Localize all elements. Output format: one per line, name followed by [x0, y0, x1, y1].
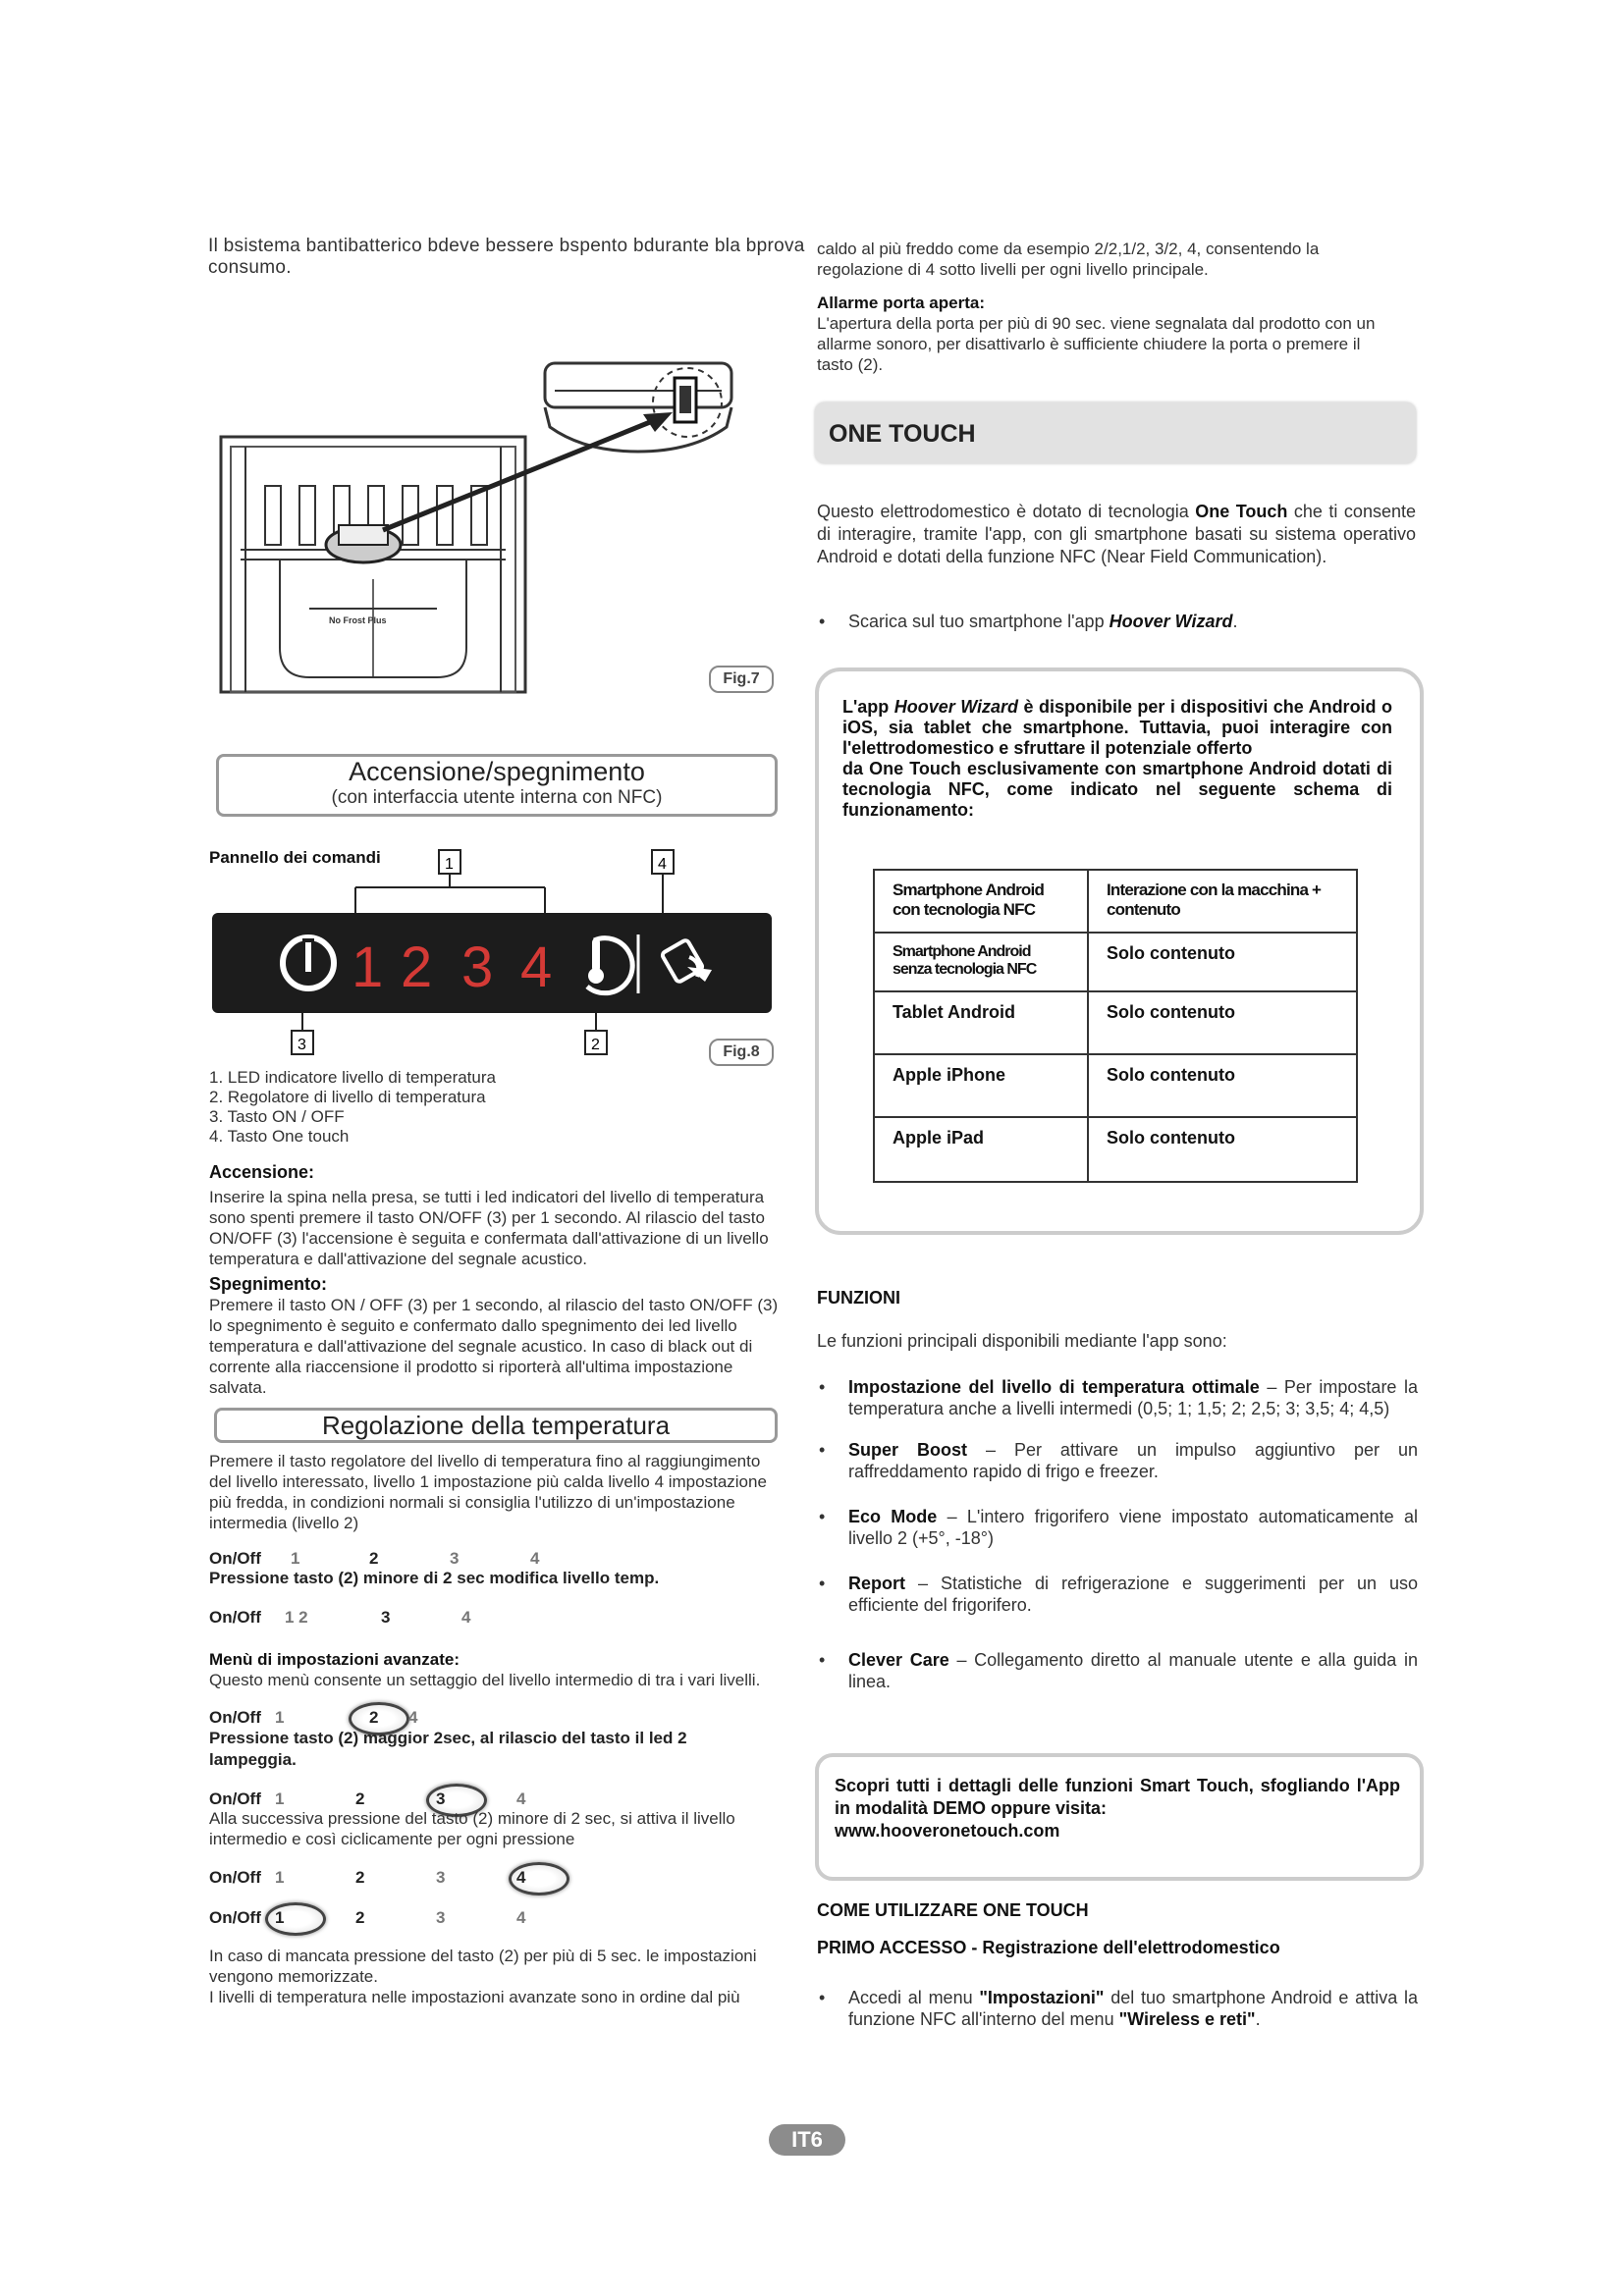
level-4: 4 — [461, 1608, 471, 1627]
level-1: 1 — [275, 1708, 285, 1727]
one-touch-title: ONE TOUCH — [829, 420, 976, 448]
legend-item: 4. Tasto One touch — [209, 1127, 350, 1146]
table-cell: Solo contenuto — [1088, 933, 1357, 991]
level-3: 3 — [450, 1549, 460, 1568]
download-app-item — [817, 611, 1416, 632]
app-name: Hoover Wizard — [1109, 612, 1233, 631]
smart-touch-text — [835, 1775, 1400, 1842]
menu-text: Questo menù consente un settaggio del livello intermedio di tra i vari livelli. — [209, 1671, 761, 1689]
note-4: Alla successiva pressione del tasto (2) minore di 2 sec, si attiva il livello intermedio e così ciclicamente per ogni pressione — [209, 1809, 735, 1848]
level-2: 2 — [355, 1868, 365, 1887]
spegnimento-section — [209, 1274, 785, 1398]
accensione-section — [209, 1162, 785, 1269]
one-touch-banner — [815, 402, 1416, 463]
function-desc: – Per impostare la temperatura anche a livelli intermedi (0,5; 1; 1,5; 2; 2,5; 3; 3,5; 4; 4,5) — [848, 1377, 1418, 1418]
app-info-text — [842, 697, 1392, 821]
fig8-label: Fig.8 — [709, 1039, 774, 1066]
intro-left-line2: consumo. — [208, 257, 292, 278]
level-3-blinking: 3 — [436, 1789, 446, 1808]
callout-1: 1 — [445, 856, 454, 873]
one-touch-intro-c: che ti consente di interagire, tramite l'app, con gli smartphone basati su sistema operativo Android e dotati della funzione NFC (Near Field Communication). — [817, 502, 1416, 566]
note-1: Pressione tasto (2) minore di 2 sec modifica livello temp. — [209, 1569, 660, 1587]
come-subtitle: PRIMO ACCESSO - Registrazione dell'elettrodomestico — [817, 1938, 1280, 1957]
onoff-label: On/Off — [209, 1789, 261, 1808]
regolazione-banner — [214, 1408, 778, 1443]
table-cell: Solo contenuto — [1088, 1054, 1357, 1117]
fig7-illustration — [211, 353, 781, 697]
funzioni-title: FUNZIONI — [817, 1288, 900, 1308]
device-table — [873, 869, 1358, 1183]
function-name: Report — [848, 1574, 905, 1593]
function-desc: – L'intero frigorifero viene impostato automaticamente al livello 2 (+5°, -18°) — [848, 1507, 1418, 1548]
accensione-title: Accensione: — [209, 1162, 315, 1182]
panel-label: Pannello dei comandi — [209, 848, 381, 867]
level-1: 1 — [275, 1868, 285, 1887]
spegnimento-text: Premere il tasto ON / OFF (3) per 1 secondo, al rilascio del tasto ON/OFF (3) lo spegnimento è seguito e confermato dallo spegnimento dei led livello temperatura e dall'attivazione del segnale acustico. In caso di black out di corrente alla riaccensione il prodotto si riporterà all'ultima impostazione salvata. — [209, 1296, 779, 1397]
level-4: 4 — [530, 1549, 540, 1568]
one-touch-bullets — [817, 611, 1416, 632]
table-cell: Interazione con la macchina + contenuto — [1088, 870, 1357, 933]
led-digit-2: 2 — [401, 935, 433, 999]
level-3: 3 — [436, 1908, 446, 1927]
legend-item: 2. Regolatore di livello di temperatura — [209, 1088, 486, 1106]
table-cell: Smartphone Android con tecnologia NFC — [874, 870, 1088, 933]
led-digit-3: 3 — [461, 935, 494, 999]
level-3: 3 — [381, 1608, 391, 1627]
app-info-c: è disponibile per i dispositivi che Android o iOS, sia tablet che smartphone. Tuttavia, puoi interagire con l'elettrodomestico e sfruttare il potenziale offerto — [842, 697, 1392, 758]
table-row — [874, 870, 1357, 933]
come-c: del tuo smartphone Android e attiva la funzione NFC all'interno del menu — [848, 1988, 1418, 2029]
download-text: Scarica sul tuo smartphone l'app — [848, 612, 1110, 631]
control-panel-figure — [206, 844, 785, 1070]
legend-item: 1. LED indicatore livello di temperatura — [209, 1068, 496, 1087]
list-item — [817, 1376, 1418, 1419]
level-4: 4 — [516, 1789, 526, 1808]
table-cell: Tablet Android — [874, 991, 1088, 1054]
come-d: "Wireless e reti" — [1118, 2009, 1256, 2029]
led-digit-1: 1 — [352, 935, 384, 999]
table-cell: Smartphone Android senza tecnologia NFC — [874, 933, 1088, 991]
function-desc: – Per attivare un impulso aggiuntivo per un raffreddamento rapido di frigo e freezer. — [848, 1440, 1418, 1481]
page-number: IT6 — [769, 2124, 845, 2156]
level-4: 4 — [408, 1708, 418, 1727]
smart-touch-desc: Scopri tutti i dettagli delle funzioni Smart Touch, sfogliando l'App in modalità DEMO oppure visita: — [835, 1776, 1400, 1818]
function-desc: – Collegamento diretto al manuale utente e alla guida in linea. — [848, 1650, 1418, 1691]
list-item — [817, 1506, 1418, 1549]
come-e: . — [1255, 2009, 1261, 2029]
panel-legend — [209, 1068, 496, 1147]
alarm-text: L'apertura della porta per più di 90 sec. viene segnalata dal prodotto con un allarme sonoro, per disattivarlo è sufficiente chiudere la porta o premere il tasto (2). — [817, 314, 1376, 374]
table-row — [874, 991, 1357, 1054]
intro-right-line1: caldo al più freddo come da esempio 2/2,1/2, 3/2, 4, consentendo la — [817, 240, 1320, 258]
table-cell: Apple iPad — [874, 1117, 1088, 1182]
level-4-blinking: 4 — [516, 1868, 526, 1887]
regolazione-banner-title: Regolazione della temperatura — [321, 1411, 671, 1440]
level-2: 2 — [369, 1549, 379, 1568]
function-desc: – Statistiche di refrigerazione e suggerimenti per un uso efficiente del frigorifero. — [848, 1574, 1418, 1615]
end-note-2: I livelli di temperatura nelle impostazioni avanzate sono in ordine dal più — [209, 1988, 740, 2006]
callout-4: 4 — [658, 856, 667, 873]
intro-right-line2: regolazione di 4 sotto livelli per ogni livello principale. — [817, 260, 1209, 279]
app-info-italic: Hoover Wizard — [893, 697, 1019, 717]
regolazione-text: Premere il tasto regolatore del livello di temperatura fino al raggiungimento del livello interessato, livello 1 impostazione più calda livello 4 impostazione più fredda, in condizioni normali si consiglia l'utilizzo di un'impostazione intermedia (livello 2) — [209, 1452, 767, 1532]
spegnimento-title: Spegnimento: — [209, 1274, 327, 1294]
alarm-title: Allarme porta aperta: — [817, 294, 985, 312]
onoff-label: On/Off — [209, 1549, 261, 1568]
come-title: COME UTILIZZARE ONE TOUCH — [817, 1900, 1089, 1920]
list-item — [817, 1987, 1418, 2030]
list-item — [817, 1649, 1418, 1692]
alarm-section — [817, 293, 1386, 375]
level-3: 3 — [436, 1868, 446, 1887]
level-1: 1 — [291, 1549, 300, 1568]
function-name: Impostazione del livello di temperatura ottimale — [848, 1377, 1260, 1397]
fig7-plate-label: No Frost Plus — [329, 615, 387, 625]
led-digit-4: 4 — [520, 935, 553, 999]
fig7-label: Fig.7 — [709, 666, 774, 693]
come-a: Accedi al menu — [848, 1988, 980, 2007]
smart-touch-url[interactable]: www.hooveronetouch.com — [835, 1821, 1060, 1841]
function-name: Eco Mode — [848, 1507, 938, 1526]
app-info-a: L'app — [842, 697, 894, 717]
function-name: Super Boost — [848, 1440, 967, 1460]
table-row — [874, 933, 1357, 991]
table-row — [874, 1117, 1357, 1182]
callout-3: 3 — [298, 1037, 306, 1053]
callout-2: 2 — [591, 1037, 600, 1053]
funzioni-intro: Le funzioni principali disponibili mediante l'app sono: — [817, 1331, 1227, 1351]
list-item — [817, 1439, 1418, 1482]
onoff-label: On/Off — [209, 1908, 261, 1927]
download-end: . — [1232, 612, 1238, 631]
level-2: 2 — [355, 1789, 365, 1808]
come-b: "Impostazioni" — [979, 1988, 1105, 2007]
one-touch-intro-bold: One Touch — [1195, 502, 1288, 521]
level-1-2: 1 2 — [285, 1608, 308, 1627]
one-touch-intro-a: Questo elettrodomestico è dotato di tecnologia — [817, 502, 1196, 521]
menu-title: Menù di impostazioni avanzate: — [209, 1650, 460, 1669]
function-name: Clever Care — [848, 1650, 949, 1670]
level-2-blinking: 2 — [369, 1708, 379, 1727]
level-1: 1 — [275, 1789, 285, 1808]
onoff-banner-subtitle: (con interfaccia utente interna con NFC) — [331, 787, 663, 808]
note-3: Pressione tasto (2) maggior 2sec, al rilascio del tasto il led 2 lampeggia. — [209, 1729, 687, 1769]
level-4: 4 — [516, 1908, 526, 1927]
onoff-label: On/Off — [209, 1868, 261, 1887]
one-touch-intro — [817, 501, 1416, 568]
app-info-p2: da One Touch esclusivamente con smartphone Android dotati di tecnologia NFC, come indicato nel seguente schema di funzionamento: — [842, 759, 1392, 820]
table-cell: Solo contenuto — [1088, 991, 1357, 1054]
intro-left-line1: Il bsistema bantibatterico bdeve bessere bspento bdurante bla bprova — [208, 236, 805, 256]
level-1-blinking: 1 — [275, 1908, 285, 1927]
regolazione-end — [209, 1946, 785, 2007]
come-list — [817, 1987, 1418, 2030]
onoff-banner-title: Accensione/spegnimento — [349, 757, 645, 786]
legend-item: 3. Tasto ON / OFF — [209, 1107, 345, 1126]
menu-avanzato — [209, 1649, 785, 1690]
level-2: 2 — [355, 1908, 365, 1927]
funzioni-list — [817, 1376, 1418, 1692]
end-note-1: In caso di mancata pressione del tasto (2) per più di 5 sec. le impostazioni vengono memorizzate. — [209, 1947, 757, 1986]
onoff-banner — [216, 754, 778, 817]
list-item — [817, 1573, 1418, 1616]
onoff-label: On/Off — [209, 1708, 261, 1727]
table-row — [874, 1054, 1357, 1117]
accensione-text: Inserire la spina nella presa, se tutti i led indicatori del livello di temperatura sono spenti premere il tasto ON/OFF (3) per 1 secondo. Al rilascio del tasto ON/OFF (3) l'accensione è seguita e confermata dall'attivazione di un livello temperatura e dall'attivazione del segnale acustico. — [209, 1188, 769, 1268]
table-cell: Apple iPhone — [874, 1054, 1088, 1117]
table-cell: Solo contenuto — [1088, 1117, 1357, 1182]
onoff-label: On/Off — [209, 1608, 261, 1627]
